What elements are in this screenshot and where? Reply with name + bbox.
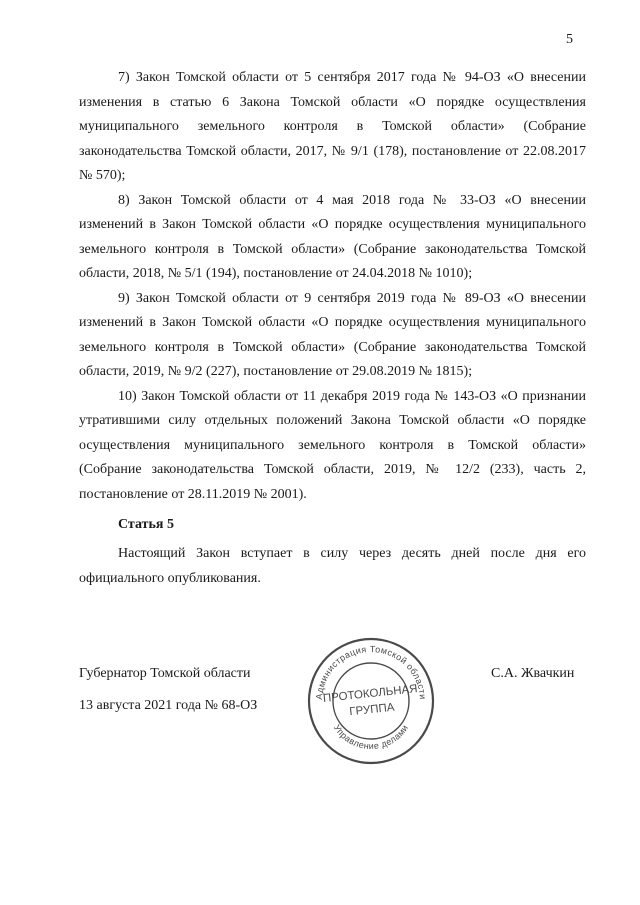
stamp-ring-bottom-text: Управление делами bbox=[331, 722, 411, 752]
law-item-10: 10) Закон Томской области от 11 декабря 2019 года № 143-ОЗ «О признании утратившими силу отдельных положений Закона Томской области «О порядке осуществления муниципального земельного контроля в Томской области» (Собрание законодательства Томской области, 2019, № 12/2 (233), часть 2, постановление от 28.11.2019 № 2001). bbox=[79, 388, 586, 502]
official-stamp bbox=[306, 636, 436, 766]
law-date-number: 13 августа 2021 года № 68-ОЗ bbox=[79, 698, 258, 713]
stamp-center-line-2: ГРУППА bbox=[348, 701, 396, 719]
law-list bbox=[79, 66, 586, 507]
page-number: 5 bbox=[566, 32, 573, 47]
stamp-center-line-1: ПРОТОКОЛЬНАЯ bbox=[322, 683, 419, 705]
signatory-name: С.А. Жвачкин bbox=[491, 666, 575, 681]
stamp-ring-top-text: Администрация Томской области bbox=[313, 643, 429, 700]
article-text: Настоящий Закон вступает в силу через десять дней после дня его официального опубликования. bbox=[79, 546, 586, 586]
law-item-9: 9) Закон Томской области от 9 сентября 2019 года № 89-ОЗ «О внесении изменений в Закон Томской области «О порядке осуществления муниципального земельного контроля в Томской области» (Собрание законодательства Томской области, 2019, № 9/2 (227), постановление от 29.08.2019 № 1815); bbox=[79, 290, 586, 379]
law-item-8: 8) Закон Томской области от 4 мая 2018 года № 33-ОЗ «О внесении изменений в Закон Томской области «О порядке осуществления муниципального земельного контроля в Томской области» (Собрание законодательства Томской области, 2018, № 5/1 (194), постановление от 24.04.2018 № 1010); bbox=[79, 192, 586, 281]
law-item-7: 7) Закон Томской области от 5 сентября 2017 года № 94-ОЗ «О внесении изменения в статью 6 Закона Томской области «О порядке осуществления муниципального земельного контроля в Томской области» (Собрание законодательства Томской области, 2017, № 9/1 (178), постановление от 22.08.2017 № 570); bbox=[79, 70, 586, 183]
article-heading: Статья 5 bbox=[118, 517, 174, 532]
signatory-title: Губернатор Томской области bbox=[79, 666, 251, 681]
